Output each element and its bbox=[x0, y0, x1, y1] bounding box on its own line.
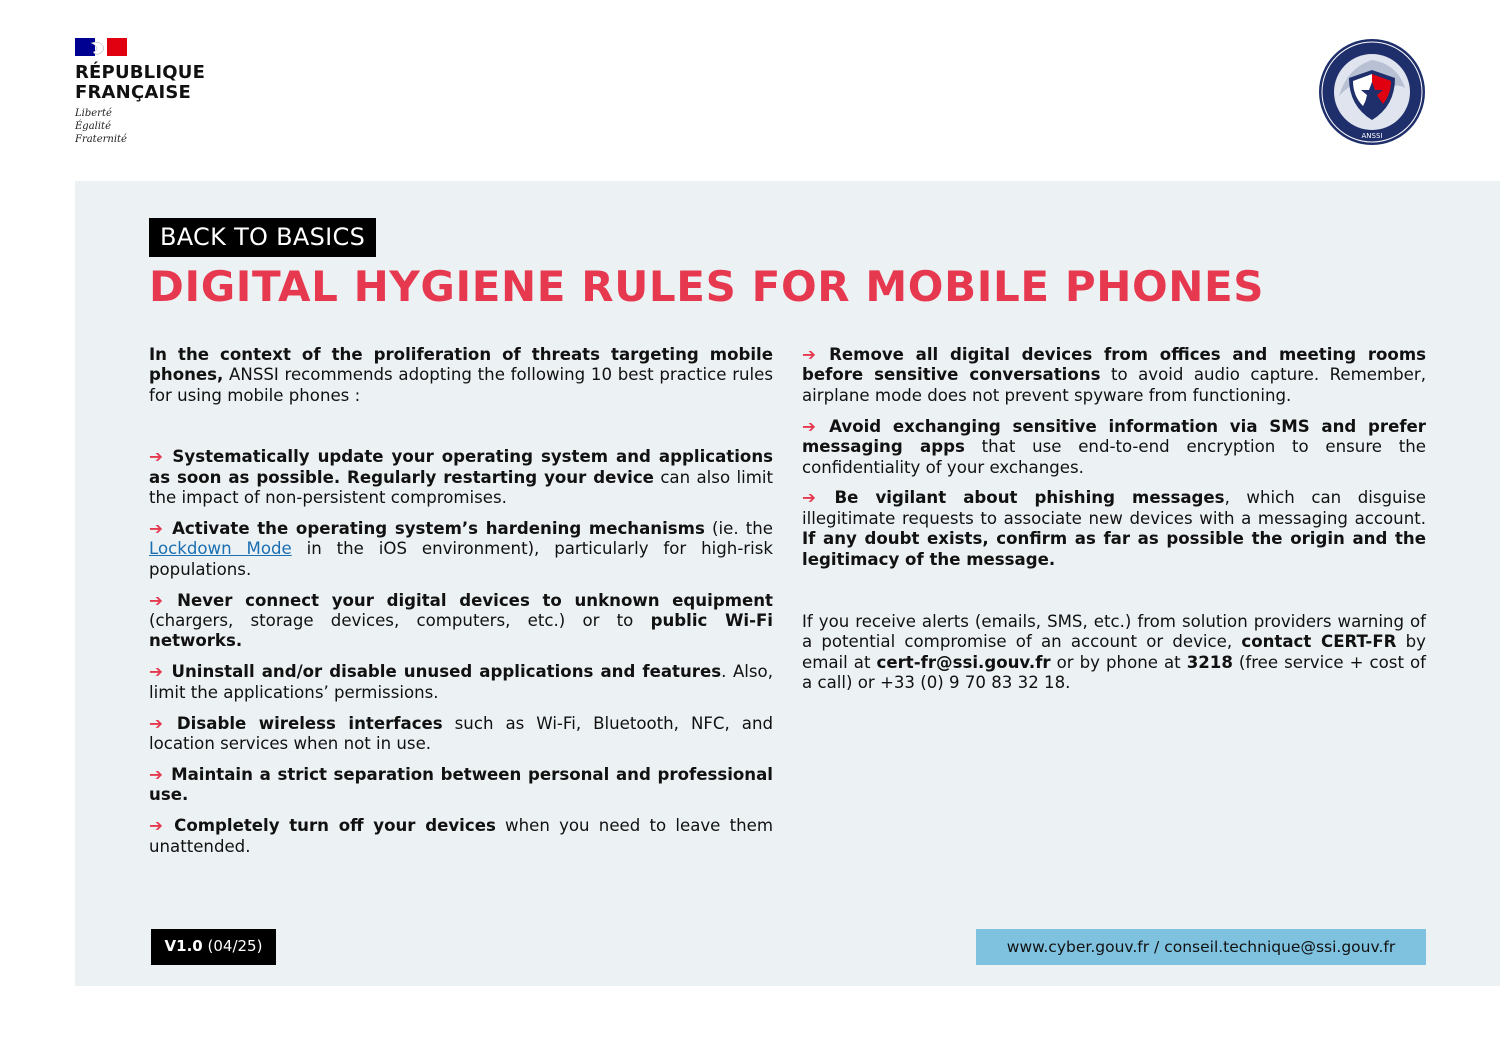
rule-3 bbox=[149, 591, 773, 652]
arrow-icon: ➔ bbox=[802, 488, 816, 508]
rule-8-text: to avoid audio capture. Remember, airplane mode does not prevent spyware from functioning. bbox=[802, 365, 1426, 405]
rule-6-bold: Maintain a strict separation between personal and professional use. bbox=[149, 765, 773, 805]
contact-bar[interactable]: www.cyber.gouv.fr / conseil.technique@ssi.gouv.fr bbox=[976, 929, 1426, 965]
lockdown-mode-link[interactable]: Lockdown Mode bbox=[149, 539, 292, 559]
rule-5 bbox=[149, 714, 773, 755]
intro-bold: In the context of the proliferation of threats targeting mobile phones, bbox=[149, 345, 773, 385]
rule-2 bbox=[149, 519, 773, 580]
rule-2-text: (ie. the bbox=[704, 518, 773, 538]
rule-2-text-end: in the iOS environment), particularly for high-risk populations. bbox=[149, 539, 773, 579]
arrow-icon: ➔ bbox=[802, 345, 816, 364]
intro-text: ANSSI recommends adopting the following 10 best practice rules for using mobile phones : bbox=[149, 365, 773, 405]
rule-3-bold-end: public Wi-Fi networks. bbox=[149, 611, 773, 651]
arrow-icon: ➔ bbox=[149, 518, 163, 538]
rule-1-text: can also limit the impact of non-persistent compromises. bbox=[149, 467, 773, 508]
rule-10-bold: Be vigilant about phishing messages bbox=[834, 488, 1225, 508]
rule-9-text: that use end-to-end encryption to ensure the confidentiality of your exchanges. bbox=[802, 437, 1426, 477]
rule-4-text: . Also, limit the applications’ permissions. bbox=[149, 662, 773, 702]
cert-fr-paragraph bbox=[802, 612, 1426, 694]
rule-1-bold: Systematically update your operating system and applications as soon as possible. Regularly restarting your device bbox=[149, 447, 774, 487]
anssi-seal-logo bbox=[1317, 38, 1427, 146]
seal-anssi-text: ANSSI bbox=[1361, 132, 1383, 140]
alert-text-1: If you receive alerts (emails, SMS, etc.) from solution providers warning of a potential compromise of an account or device, bbox=[802, 612, 1426, 652]
back-to-basics-label: BACK TO BASICS bbox=[149, 218, 376, 257]
right-column bbox=[802, 345, 1426, 704]
rule-7 bbox=[149, 816, 773, 857]
rule-3-text: (chargers, storage devices, computers, etc.) or to bbox=[149, 611, 651, 631]
intro-paragraph bbox=[149, 345, 773, 406]
rule-1 bbox=[149, 447, 773, 508]
rule-9 bbox=[802, 417, 1426, 478]
arrow-icon: ➔ bbox=[149, 816, 163, 836]
rule-5-bold: Disable wireless interfaces bbox=[176, 713, 443, 733]
marianne-flag-icon bbox=[75, 38, 127, 56]
republique-francaise-logo bbox=[75, 38, 205, 146]
alert-text-2: by email at bbox=[802, 632, 1426, 672]
rule-8-bold: Remove all digital devices from offices and meeting rooms before sensitive conversations bbox=[802, 345, 1426, 385]
arrow-icon: ➔ bbox=[149, 447, 163, 467]
rule-9-bold: Avoid exchanging sensitive information via SMS and prefer messaging apps bbox=[802, 416, 1426, 457]
rule-7-text: when you need to leave them unattended. bbox=[149, 816, 774, 856]
republic-line-2: FRANÇAISE bbox=[75, 82, 192, 103]
version-badge bbox=[151, 929, 276, 965]
rule-4-bold: Uninstall and/or disable unused applications and features bbox=[171, 662, 722, 682]
rule-8 bbox=[802, 345, 1426, 406]
alert-text-3: or by phone at bbox=[1050, 652, 1187, 672]
arrow-icon: ➔ bbox=[149, 662, 163, 682]
cert-fr-email[interactable]: cert-fr@ssi.gouv.fr bbox=[876, 652, 1051, 672]
rule-10-text: , which can disguise illegitimate requests to associate new devices with a messaging account. bbox=[802, 488, 1426, 528]
rule-3-bold: Never connect your digital devices to unknown equipment bbox=[177, 590, 773, 610]
version-date: (04/25) bbox=[207, 937, 263, 955]
motto-liberte: Liberté bbox=[75, 108, 112, 119]
left-column bbox=[149, 345, 773, 868]
rule-4 bbox=[149, 662, 773, 703]
arrow-icon: ➔ bbox=[149, 590, 163, 610]
version-number: V1.0 bbox=[164, 937, 203, 955]
cert-fr-phone[interactable]: 3218 bbox=[1186, 652, 1233, 672]
rule-6 bbox=[149, 765, 773, 806]
rule-10-bold-end: If any doubt exists, confirm as far as possible the origin and the legitimacy of the message. bbox=[802, 529, 1426, 569]
rule-2-bold: Activate the operating system’s hardening mechanisms bbox=[172, 518, 705, 538]
alert-text-4: (free service + cost of a call) or +33 (0) 9 70 83 32 18. bbox=[802, 652, 1426, 693]
republic-line-1: RÉPUBLIQUE bbox=[75, 62, 206, 83]
arrow-icon: ➔ bbox=[802, 416, 816, 436]
page-title: DIGITAL HYGIENE RULES FOR MOBILE PHONES bbox=[149, 262, 1265, 311]
arrow-icon: ➔ bbox=[149, 713, 163, 733]
rule-7-bold: Completely turn off your devices bbox=[174, 816, 496, 836]
rule-10 bbox=[802, 488, 1426, 570]
motto-egalite: Égalité bbox=[75, 121, 111, 132]
rule-5-text: such as Wi-Fi, Bluetooth, NFC, and location services when not in use. bbox=[149, 713, 773, 754]
arrow-icon: ➔ bbox=[149, 765, 163, 784]
motto-fraternite: Fraternité bbox=[75, 134, 127, 145]
contact-cert-fr: contact CERT-FR bbox=[1241, 632, 1397, 652]
